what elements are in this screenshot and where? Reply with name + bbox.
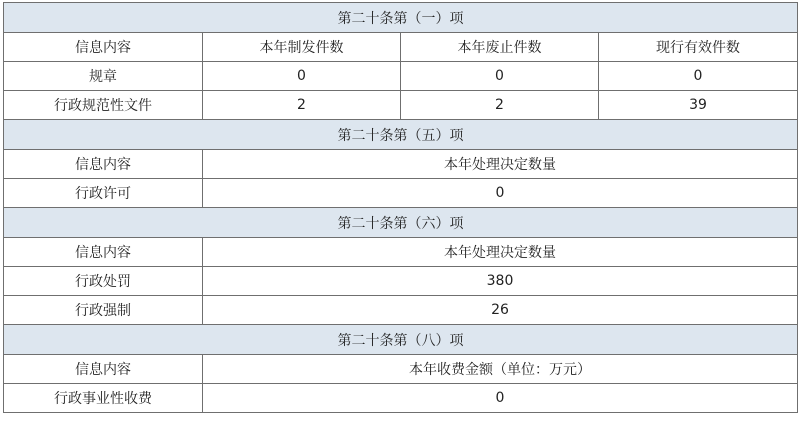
- cell-value: 380: [203, 267, 798, 296]
- table-row: [4, 296, 798, 325]
- row-label: 行政规范性文件: [4, 91, 203, 120]
- cell-value: 0: [599, 62, 798, 91]
- table-row: [4, 267, 798, 296]
- header-cell: 信息内容: [4, 150, 203, 179]
- section-title: 第二十条第（八）项: [4, 325, 798, 355]
- table-row: [4, 91, 798, 120]
- cell-value: 39: [599, 91, 798, 120]
- table-row: [4, 384, 798, 413]
- section-title-row: [4, 208, 798, 238]
- cell-value: 2: [401, 91, 599, 120]
- row-label: 行政处罚: [4, 267, 203, 296]
- row-label: 行政事业性收费: [4, 384, 203, 413]
- row-label: 规章: [4, 62, 203, 91]
- row-label: 行政强制: [4, 296, 203, 325]
- cell-value: 0: [401, 62, 599, 91]
- disclosure-table: [3, 2, 798, 413]
- header-cell: 信息内容: [4, 238, 203, 267]
- header-cell: 本年处理决定数量: [203, 150, 798, 179]
- table-row: [4, 62, 798, 91]
- header-row: [4, 238, 798, 267]
- cell-value: 0: [203, 384, 798, 413]
- header-cell: 本年收费金额（单位：万元）: [203, 355, 798, 384]
- section-title: 第二十条第（六）项: [4, 208, 798, 238]
- section-title-row: [4, 3, 798, 33]
- table-row: [4, 179, 798, 208]
- cell-value: 0: [203, 179, 798, 208]
- header-cell: 信息内容: [4, 33, 203, 62]
- cell-value: 0: [203, 62, 401, 91]
- header-cell: 本年处理决定数量: [203, 238, 798, 267]
- cell-value: 26: [203, 296, 798, 325]
- header-cell: 本年制发件数: [203, 33, 401, 62]
- header-row: [4, 33, 798, 62]
- section-title-row: [4, 325, 798, 355]
- header-cell: 现行有效件数: [599, 33, 798, 62]
- header-row: [4, 355, 798, 384]
- header-row: [4, 150, 798, 179]
- section-title: 第二十条第（五）项: [4, 120, 798, 150]
- header-cell: 本年废止件数: [401, 33, 599, 62]
- section-title-row: [4, 120, 798, 150]
- header-cell: 信息内容: [4, 355, 203, 384]
- section-title: 第二十条第（一）项: [4, 3, 798, 33]
- cell-value: 2: [203, 91, 401, 120]
- row-label: 行政许可: [4, 179, 203, 208]
